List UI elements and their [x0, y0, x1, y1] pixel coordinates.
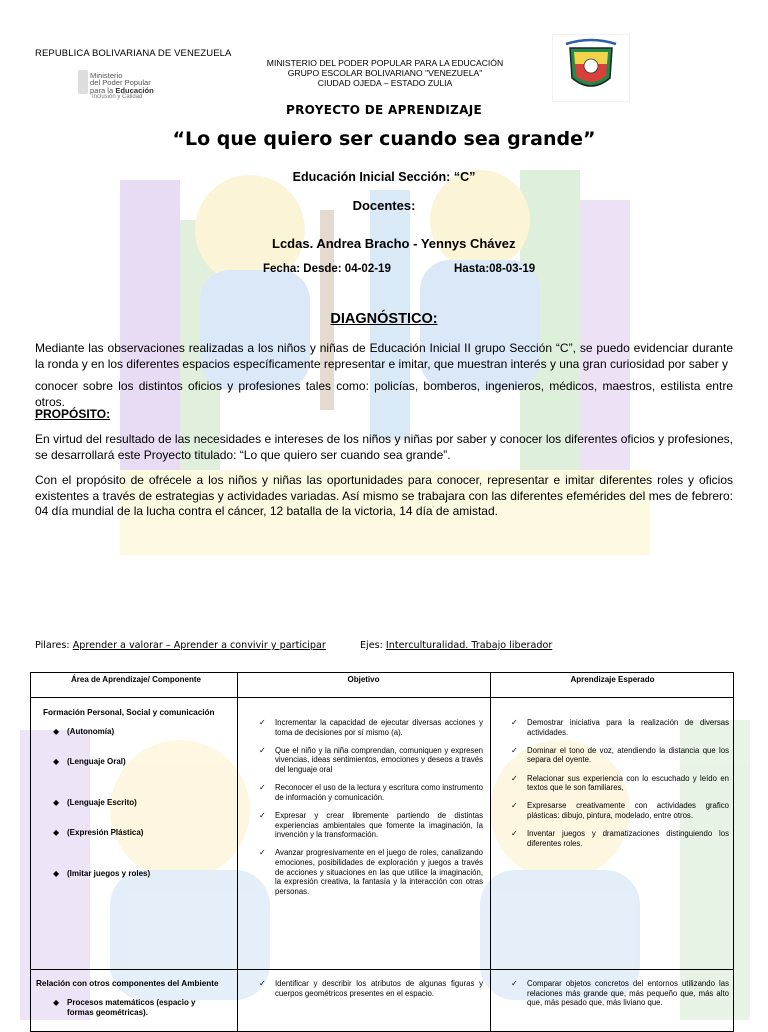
check-icon: ✓	[259, 979, 266, 988]
diamond-bullet-icon: ◆	[53, 757, 60, 766]
expected-item: ✓ Expresarse creativamente con actividades grafico plásticas: dibujo, pintura, modelado, entre otros.	[511, 801, 729, 820]
area-item: ◆ (Lenguaje Escrito)	[53, 798, 137, 807]
check-icon: ✓	[259, 810, 266, 820]
row-divider	[31, 969, 733, 970]
column-divider	[237, 673, 238, 1031]
objective-item: ✓ Incrementar la capacidad de ejecutar diversas acciones y toma de decisiones por sí mismo (a).	[259, 718, 483, 737]
expected-item: ✓ Dominar el tono de voz, atendiendo la distancia que los separa del oyente.	[511, 745, 729, 765]
project-label: PROYECTO DE APRENDIZAJE	[286, 103, 482, 117]
diamond-bullet-icon: ◆	[53, 998, 60, 1007]
ministry-logo-text: Ministerio del Poder Popular para la Educación	[90, 71, 154, 95]
objective-item: ✓ Avanzar progresivamente en el juego de roles, canalizando emociones, posibilidades de exploración y juegos a través de acciones y situaciones en las que utilice la imaginación, la expresión creativa, la fantasía y la interacción con otras personas.	[259, 848, 483, 896]
axes-line: Ejes: Interculturalidad. Trabajo liberador	[360, 640, 553, 651]
project-title: “Lo que quiero ser cuando sea grande”	[172, 128, 596, 150]
check-icon: ✓	[511, 829, 518, 839]
header-aprendizaje: Aprendizaje Esperado	[570, 675, 655, 684]
column-divider	[490, 673, 491, 1031]
objective-item: ✓ Reconocer el uso de la lectura y escritura como instrumento de información y comunicación.	[259, 783, 483, 802]
header-area: Área de Aprendizaje/ Componente	[71, 675, 201, 684]
teachers-label: Docentes:	[352, 198, 416, 213]
expected-item: ✓ Relacionar sus experiencia con lo escuchado y leído en textos que le son familiares,	[511, 773, 729, 793]
diamond-bullet-icon: ◆	[53, 727, 60, 736]
objectives-list	[257, 718, 483, 905]
check-icon: ✓	[511, 801, 518, 811]
republica-header: REPUBLICA BOLIVARIANA DE VENEZUELA	[35, 48, 232, 59]
expected-item: ✓ Comparar objetos concretos del entornos utilizando las relaciones más grande que, más pequeño que, más alto que, más pesado que, más liviano que.	[511, 979, 729, 1008]
objectives-list	[257, 979, 483, 1007]
diagnostic-paragraph-continued: conocer sobre los distintos oficios y profesiones tales como: policías, bomberos, ingenieros, médicos, maestros, estilista entre otros.	[35, 379, 733, 409]
section-label: Educación Inicial Sección: “C”	[292, 170, 476, 184]
area-item: ◆ (Expresión Plástica)	[53, 828, 144, 837]
diagnostic-paragraph: Mediante las observaciones realizadas a los niños y niñas de Educación Inicial II grupo Sección “C”, se puedo evidenciar durante la ronda y en los diferentes espacios específicamente representar e imitar, que muestran interés y una gran curiosidad por saber y	[35, 341, 733, 371]
check-icon: ✓	[511, 718, 518, 727]
objective-item: ✓ Que el niño y la niña comprendan, comuniquen y expresen vivencias, ideas sentimientos, emociones y deseos a través del lenguaje oral	[259, 745, 483, 774]
check-icon: ✓	[511, 979, 518, 988]
learning-table	[30, 672, 734, 1032]
check-icon: ✓	[511, 773, 518, 783]
objective-item: ✓ Identificar y describir los atributos de algunas figuras y cuerpos geométricos presentes en el espacio.	[259, 979, 483, 998]
expected-item: ✓ Demostrar iniciativa para la realización de diversas actividades.	[511, 718, 729, 737]
check-icon: ✓	[259, 745, 266, 755]
check-icon: ✓	[511, 745, 518, 755]
area-item: ◆ Procesos matemáticos (espacio y formas geométricas).	[53, 998, 196, 1017]
header-divider	[31, 697, 733, 698]
area-item: ◆ (Lenguaje Oral)	[53, 757, 126, 766]
expected-learning-list	[509, 979, 729, 1016]
expected-learning-list	[509, 718, 729, 857]
objective-item: ✓ Expresar y crear libremente partiendo de distintas experiencias ambientales que fomente la imaginación, la invención y la transformación.	[259, 810, 483, 840]
purpose-heading: PROPÓSITO:	[35, 407, 111, 421]
purpose-paragraph-2: Con el propósito de ofrécele a los niños y niñas las oportunidades para conocer, representar e imitar diferentes roles y oficios existentes a través de estrategias y actividades variadas. Así mismo se trabajara con las diferentes efemérides del mes de febrero: 04 día mundial de la lucha contra el cáncer, 12 batalla de la victoria, 14 día de amistad.	[35, 473, 733, 518]
teachers-names: Lcdas. Andrea Bracho - Yennys Chávez	[272, 236, 516, 251]
area-title: Relación con otros componentes del Ambiente	[36, 979, 219, 988]
area-title: Formación Personal, Social y comunicación	[43, 708, 215, 717]
pillars-line: Pilares: Aprender a valorar – Aprender a convivir y participar	[35, 640, 326, 651]
purpose-paragraph-1: En virtud del resultado de las necesidades e intereses de los niños y niñas por saber y conocer los diferentes oficios y profesiones, se desarrollará este Proyecto titulado: “Lo que quiero ser cuando sea grande”.	[35, 432, 733, 462]
diamond-bullet-icon: ◆	[53, 798, 60, 807]
start-date: Fecha: Desde: 04-02-19	[263, 263, 391, 275]
institution-block: MINISTERIO DEL PODER POPULAR PARA LA EDUCACIÓN GRUPO ESCOLAR BOLIVARIANO "VENEZUELA" CIUDAD OJEDA – ESTADO ZULIA	[266, 58, 504, 89]
header-objetivo: Objetivo	[347, 675, 380, 684]
ministry-logo-icon	[76, 68, 90, 96]
check-icon: ✓	[259, 718, 266, 727]
check-icon: ✓	[259, 848, 266, 858]
diamond-bullet-icon: ◆	[53, 828, 60, 837]
area-item: ◆ (Imitar juegos y roles)	[53, 869, 151, 878]
end-date: Hasta:08-03-19	[454, 263, 536, 275]
diagnostic-heading: DIAGNÓSTICO:	[330, 311, 438, 327]
ministry-logo-subtitle: Inclusión y Calidad	[92, 94, 143, 100]
check-icon: ✓	[259, 783, 266, 793]
area-item: ◆ (Autonomía)	[53, 727, 115, 736]
diamond-bullet-icon: ◆	[53, 869, 60, 878]
expected-item: ✓ Inventar juegos y dramatizaciones distinguiendo los diferentes roles.	[511, 829, 729, 848]
school-seal-icon	[552, 34, 630, 102]
